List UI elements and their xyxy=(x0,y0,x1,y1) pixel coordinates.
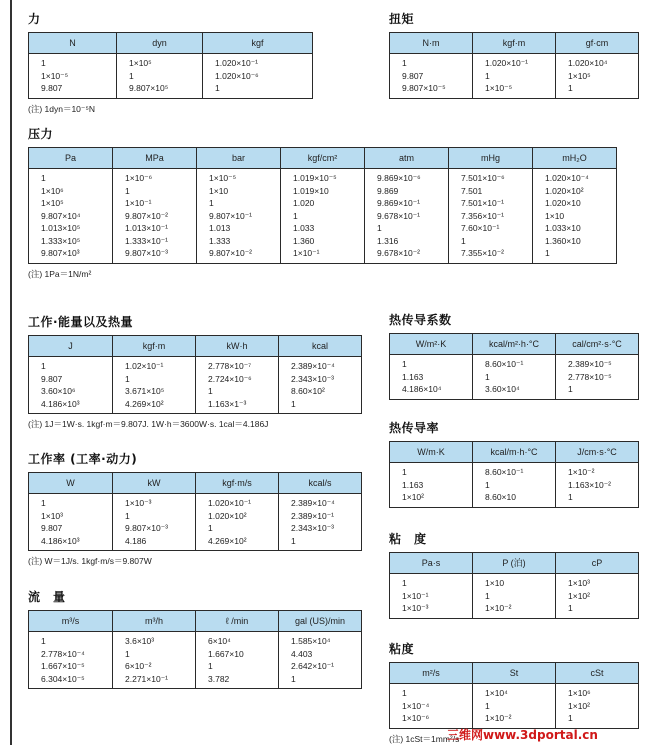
conversion-table xyxy=(389,32,639,99)
table-cell: 1×10 xyxy=(197,185,281,198)
torque-section xyxy=(389,10,639,99)
section-title: 工作·能量以及热量 xyxy=(28,315,134,329)
table-row xyxy=(29,54,313,70)
column-header: ℓ /min xyxy=(196,611,279,632)
table-cell: 1.013×10⁻¹ xyxy=(113,222,197,235)
table-cell: 1 xyxy=(113,510,196,523)
table-cell: 2.778×10⁻⁵ xyxy=(556,371,639,384)
table-cell: 9.869×10⁻⁶ xyxy=(365,169,449,185)
table-row xyxy=(29,398,362,414)
table-cell: 9.807 xyxy=(29,522,113,535)
table-cell: 7.501×10⁻¹ xyxy=(449,197,533,210)
table-cell: 1.020 xyxy=(281,197,365,210)
column-header: mH₂O xyxy=(533,148,617,169)
power-section xyxy=(28,450,362,567)
table-cell: 1 xyxy=(365,222,449,235)
table-cell: 1.020×10² xyxy=(533,185,617,198)
table-cell: 1 xyxy=(196,385,279,398)
table-cell: 1 xyxy=(390,54,473,70)
table-cell: 7.355×10⁻² xyxy=(449,247,533,263)
table-cell: 1×10⁻² xyxy=(556,463,639,479)
column-header: Pa·s xyxy=(390,553,473,574)
column-header: kgf·m xyxy=(473,33,556,54)
watermark: 三维网www.3dportal.cn xyxy=(447,728,598,742)
table-cell: 1 xyxy=(281,210,365,223)
table-cell: 1×10 xyxy=(473,574,556,590)
table-cell: 1 xyxy=(473,70,556,83)
table-cell: 1 xyxy=(556,383,639,399)
table-cell: 1 xyxy=(390,355,473,371)
table-note: (注) 1Pa＝1N/m² xyxy=(28,268,92,279)
table-cell: 1×10⁻¹ xyxy=(113,197,197,210)
table-cell: 8.60×10 xyxy=(473,491,556,507)
table-cell: 9.807×10⁵ xyxy=(117,82,203,98)
column-header: atm xyxy=(365,148,449,169)
table-cell: 1 xyxy=(533,247,617,263)
table-row xyxy=(390,82,639,98)
column-header: kW xyxy=(113,473,196,494)
table-cell: 1×10⁵ xyxy=(556,70,639,83)
table-row xyxy=(390,371,639,384)
table-row xyxy=(29,197,617,210)
column-header: kcal/s xyxy=(279,473,362,494)
table-cell: 9.807×10⁻⁵ xyxy=(390,82,473,98)
conversion-table xyxy=(28,32,313,99)
table-cell: 9.807×10⁻³ xyxy=(113,522,196,535)
table-row xyxy=(29,82,313,98)
table-cell: 1.667×10⁻⁵ xyxy=(29,660,113,673)
column-header: N xyxy=(29,33,117,54)
table-cell: 1×10³ xyxy=(29,510,113,523)
header-row xyxy=(29,611,362,632)
table-cell: 2.389×10⁻⁵ xyxy=(556,355,639,371)
flow-section xyxy=(28,588,362,689)
table-cell: 1.020×10⁻⁶ xyxy=(203,70,313,83)
table-cell: 4.186×10³ xyxy=(29,535,113,551)
energy-section xyxy=(28,313,362,430)
table-cell: 1.585×10⁴ xyxy=(279,632,362,648)
table-cell: 1.333×10⁵ xyxy=(29,235,113,248)
conversion-table xyxy=(389,552,639,619)
column-header: cSt xyxy=(556,663,639,684)
table-cell: 1 xyxy=(556,602,639,618)
table-row xyxy=(390,463,639,479)
table-cell: 1 xyxy=(473,479,556,492)
section-title: 热传导率 xyxy=(389,421,440,435)
section-title: 压力 xyxy=(28,127,54,141)
header-row xyxy=(390,33,639,54)
table-cell: 1 xyxy=(196,522,279,535)
table-cell: 1 xyxy=(29,169,113,185)
table-cell: 1.020×10⁻¹ xyxy=(473,54,556,70)
table-cell: 1 xyxy=(29,357,113,373)
table-row xyxy=(390,602,639,618)
table-cell: 1 xyxy=(197,197,281,210)
table-cell: 6×10⁴ xyxy=(196,632,279,648)
table-cell: 1.020×10² xyxy=(196,510,279,523)
table-cell: 3.6×10³ xyxy=(113,632,196,648)
column-header: P (泊) xyxy=(473,553,556,574)
table-cell: 1 xyxy=(29,54,117,70)
table-cell: 1×10 xyxy=(533,210,617,223)
table-row xyxy=(29,510,362,523)
section-title: 扭矩 xyxy=(389,12,415,26)
table-cell: 1 xyxy=(390,463,473,479)
table-cell: 2.343×10⁻³ xyxy=(279,373,362,386)
table-cell: 3.782 xyxy=(196,673,279,689)
table-cell: 9.869×10⁻¹ xyxy=(365,197,449,210)
table-cell: 1×10⁻² xyxy=(473,712,556,728)
table-cell: 1 xyxy=(117,70,203,83)
column-header: W/m²·K xyxy=(390,334,473,355)
table-row xyxy=(390,700,639,713)
table-note: (注) W＝1J/s. 1kgf·m/s＝9.807W xyxy=(28,556,152,566)
table-cell: 7.60×10⁻¹ xyxy=(449,222,533,235)
viscosity-section xyxy=(389,530,639,619)
table-cell: 1.020×10 xyxy=(533,197,617,210)
column-header: cal/cm²·s·°C xyxy=(556,334,639,355)
pressure-section xyxy=(28,125,617,280)
table-cell: 1 xyxy=(449,235,533,248)
column-header: m³/s xyxy=(29,611,113,632)
column-header: kcal xyxy=(279,336,362,357)
table-cell: 1 xyxy=(279,398,362,414)
header-row xyxy=(390,442,639,463)
conversion-table xyxy=(28,335,362,414)
table-cell: 6×10⁻² xyxy=(113,660,196,673)
table-cell: 1.163×10⁻² xyxy=(556,479,639,492)
section-title: 力 xyxy=(28,12,41,26)
table-row xyxy=(29,373,362,386)
table-row xyxy=(390,383,639,399)
table-cell: 1.019×10 xyxy=(281,185,365,198)
table-cell: 7.356×10⁻¹ xyxy=(449,210,533,223)
table-row xyxy=(29,235,617,248)
column-header: kcal/m·h·°C xyxy=(473,442,556,463)
table-cell: 2.389×10⁻⁴ xyxy=(279,494,362,510)
header-row xyxy=(29,336,362,357)
column-header: kcal/m²·h·°C xyxy=(473,334,556,355)
header-row xyxy=(390,553,639,574)
column-header: St xyxy=(473,663,556,684)
table-row xyxy=(390,70,639,83)
table-cell: 1.667×10 xyxy=(196,648,279,661)
table-cell: 1 xyxy=(556,491,639,507)
thermal-conductivity-section xyxy=(389,419,639,508)
column-header: kgf xyxy=(203,33,313,54)
table-cell: 9.807×10⁻³ xyxy=(113,247,197,263)
table-cell: 9.807 xyxy=(390,70,473,83)
section-title: 工作率 (工率·动力) xyxy=(28,452,138,466)
table-cell: 1.02×10⁻¹ xyxy=(113,357,196,373)
table-cell: 2.343×10⁻³ xyxy=(279,522,362,535)
table-cell: 1×10⁶ xyxy=(556,684,639,700)
table-cell: 1.360×10 xyxy=(533,235,617,248)
table-cell: 1 xyxy=(113,373,196,386)
section-title: 粘 度 xyxy=(389,532,427,546)
header-row xyxy=(29,473,362,494)
table-cell: 1 xyxy=(556,712,639,728)
table-cell: 9.807×10⁻² xyxy=(197,247,281,263)
table-cell: 4.186 xyxy=(113,535,196,551)
table-cell: 9.807×10⁴ xyxy=(29,210,113,223)
table-cell: 4.269×10² xyxy=(196,535,279,551)
table-cell: 1.316 xyxy=(365,235,449,248)
table-row xyxy=(29,385,362,398)
force-section xyxy=(28,10,313,115)
column-header: mHg xyxy=(449,148,533,169)
table-cell: 4.403 xyxy=(279,648,362,661)
table-cell: 1.020×10⁻⁴ xyxy=(533,169,617,185)
table-cell: 1×10⁻⁶ xyxy=(390,712,473,728)
table-note: (注) 1cSt＝1mm²/s xyxy=(389,733,460,744)
table-cell: 1 xyxy=(556,82,639,98)
table-row xyxy=(29,494,362,510)
table-cell: 2.778×10⁻⁴ xyxy=(29,648,113,661)
table-cell: 1.333 xyxy=(197,235,281,248)
column-header: Pa xyxy=(29,148,113,169)
table-cell: 1.163×1⁻³ xyxy=(196,398,279,414)
table-cell: 1 xyxy=(196,660,279,673)
table-cell: 3.60×10⁶ xyxy=(29,385,113,398)
conversion-table xyxy=(28,472,362,551)
table-cell: 3.60×10⁴ xyxy=(473,383,556,399)
header-row xyxy=(390,334,639,355)
table-cell: 9.678×10⁻¹ xyxy=(365,210,449,223)
table-cell: 2.724×10⁻⁶ xyxy=(196,373,279,386)
table-row xyxy=(29,70,313,83)
column-header: m³/h xyxy=(113,611,196,632)
table-cell: 4.269×10² xyxy=(113,398,196,414)
table-cell: 1.020×10⁴ xyxy=(556,54,639,70)
table-cell: 9.807 xyxy=(29,82,117,98)
table-cell: 9.678×10⁻² xyxy=(365,247,449,263)
table-row xyxy=(390,574,639,590)
table-note: (注) 1dyn＝10⁻⁵N xyxy=(28,103,96,114)
table-cell: 1 xyxy=(29,632,113,648)
column-header: kgf·m/s xyxy=(196,473,279,494)
left-margin-rule xyxy=(10,0,12,745)
column-header: kgf·m xyxy=(113,336,196,357)
table-cell: 9.807×10⁻² xyxy=(113,210,197,223)
table-cell: 1×10⁻³ xyxy=(390,602,473,618)
table-cell: 1 xyxy=(473,700,556,713)
table-cell: 1 xyxy=(203,82,313,98)
table-row xyxy=(29,247,617,263)
section-title: 粘度 xyxy=(389,642,415,656)
table-row xyxy=(390,590,639,603)
column-header: gf·cm xyxy=(556,33,639,54)
table-cell: 8.60×10⁻¹ xyxy=(473,355,556,371)
table-cell: 1 xyxy=(279,535,362,551)
column-header: kgf/cm² xyxy=(281,148,365,169)
column-header: W xyxy=(29,473,113,494)
table-cell: 1×10² xyxy=(390,491,473,507)
table-row xyxy=(29,673,362,689)
column-header: gal (US)/min xyxy=(279,611,362,632)
section-title: 热传导系数 xyxy=(389,313,452,327)
table-row xyxy=(390,479,639,492)
table-cell: 1.163 xyxy=(390,479,473,492)
conversion-table xyxy=(28,610,362,689)
column-header: N·m xyxy=(390,33,473,54)
table-cell: 8.60×10⁻¹ xyxy=(473,463,556,479)
table-cell: 1.019×10⁻⁵ xyxy=(281,169,365,185)
column-header: kW·h xyxy=(196,336,279,357)
header-row xyxy=(29,148,617,169)
table-cell: 1×10⁻⁵ xyxy=(473,82,556,98)
table-cell: 4.186×10⁴ xyxy=(390,383,473,399)
table-cell: 1×10⁻⁵ xyxy=(197,169,281,185)
conversion-table xyxy=(389,662,639,729)
table-cell: 1×10⁵ xyxy=(117,54,203,70)
table-cell: 1 xyxy=(113,648,196,661)
table-row xyxy=(29,535,362,551)
table-cell: 7.501 xyxy=(449,185,533,198)
table-cell: 3.671×10⁵ xyxy=(113,385,196,398)
table-cell: 1.020×10⁻¹ xyxy=(203,54,313,70)
header-row xyxy=(29,33,313,54)
table-cell: 1×10⁻³ xyxy=(113,494,196,510)
table-cell: 1 xyxy=(279,673,362,689)
table-cell: 1×10⁶ xyxy=(29,185,113,198)
table-cell: 1×10⁻⁵ xyxy=(29,70,117,83)
table-row xyxy=(29,648,362,661)
table-row xyxy=(29,660,362,673)
header-row xyxy=(390,663,639,684)
column-header: J/cm·s·°C xyxy=(556,442,639,463)
table-cell: 1.033 xyxy=(281,222,365,235)
table-cell: 4.186×10³ xyxy=(29,398,113,414)
table-cell: 9.807×10³ xyxy=(29,247,113,263)
table-cell: 6.304×10⁻⁵ xyxy=(29,673,113,689)
table-row xyxy=(390,355,639,371)
table-row xyxy=(29,169,617,185)
table-row xyxy=(29,357,362,373)
table-cell: 1 xyxy=(390,574,473,590)
column-header: cP xyxy=(556,553,639,574)
table-row xyxy=(390,491,639,507)
table-row xyxy=(390,684,639,700)
column-header: bar xyxy=(197,148,281,169)
table-cell: 1 xyxy=(29,494,113,510)
table-cell: 1×10³ xyxy=(556,574,639,590)
column-header: J xyxy=(29,336,113,357)
table-cell: 9.807 xyxy=(29,373,113,386)
table-cell: 1.033×10 xyxy=(533,222,617,235)
heat-transfer-coefficient-section xyxy=(389,311,639,400)
section-title: 流 量 xyxy=(28,590,66,604)
table-cell: 1×10⁻⁶ xyxy=(113,169,197,185)
table-row xyxy=(29,632,362,648)
table-row xyxy=(29,522,362,535)
table-cell: 1.163 xyxy=(390,371,473,384)
table-cell: 1×10² xyxy=(556,590,639,603)
table-cell: 2.271×10⁻¹ xyxy=(113,673,196,689)
table-cell: 1×10⁵ xyxy=(29,197,113,210)
table-cell: 1×10⁻¹ xyxy=(390,590,473,603)
conversion-table xyxy=(389,333,639,400)
conversion-table xyxy=(28,147,617,264)
table-cell: 1 xyxy=(113,185,197,198)
table-cell: 1 xyxy=(390,684,473,700)
table-cell: 1.013 xyxy=(197,222,281,235)
table-cell: 2.389×10⁻⁴ xyxy=(279,357,362,373)
table-cell: 1×10⁻⁴ xyxy=(390,700,473,713)
table-cell: 9.869 xyxy=(365,185,449,198)
table-cell: 2.778×10⁻⁷ xyxy=(196,357,279,373)
table-cell: 1 xyxy=(473,371,556,384)
column-header: dyn xyxy=(117,33,203,54)
table-cell: 1.020×10⁻¹ xyxy=(196,494,279,510)
table-row xyxy=(390,54,639,70)
table-cell: 9.807×10⁻¹ xyxy=(197,210,281,223)
table-cell: 1×10⁻² xyxy=(473,602,556,618)
table-cell: 2.642×10⁻¹ xyxy=(279,660,362,673)
table-cell: 1.360 xyxy=(281,235,365,248)
table-cell: 2.389×10⁻¹ xyxy=(279,510,362,523)
column-header: MPa xyxy=(113,148,197,169)
table-cell: 7.501×10⁻⁶ xyxy=(449,169,533,185)
column-header: W/m·K xyxy=(390,442,473,463)
table-cell: 8.60×10² xyxy=(279,385,362,398)
table-cell: 1.013×10⁵ xyxy=(29,222,113,235)
table-row xyxy=(29,210,617,223)
conversion-table xyxy=(389,441,639,508)
table-cell: 1×10² xyxy=(556,700,639,713)
table-cell: 1×10⁴ xyxy=(473,684,556,700)
table-cell: 1.333×10⁻¹ xyxy=(113,235,197,248)
table-cell: 1 xyxy=(473,590,556,603)
table-row xyxy=(29,185,617,198)
table-note: (注) 1J＝1W·s. 1kgf·m＝9.807J. 1W·h＝3600W·s. 1cal＝4.186J xyxy=(28,419,269,429)
column-header: m²/s xyxy=(390,663,473,684)
table-row xyxy=(29,222,617,235)
table-cell: 1×10⁻¹ xyxy=(281,247,365,263)
